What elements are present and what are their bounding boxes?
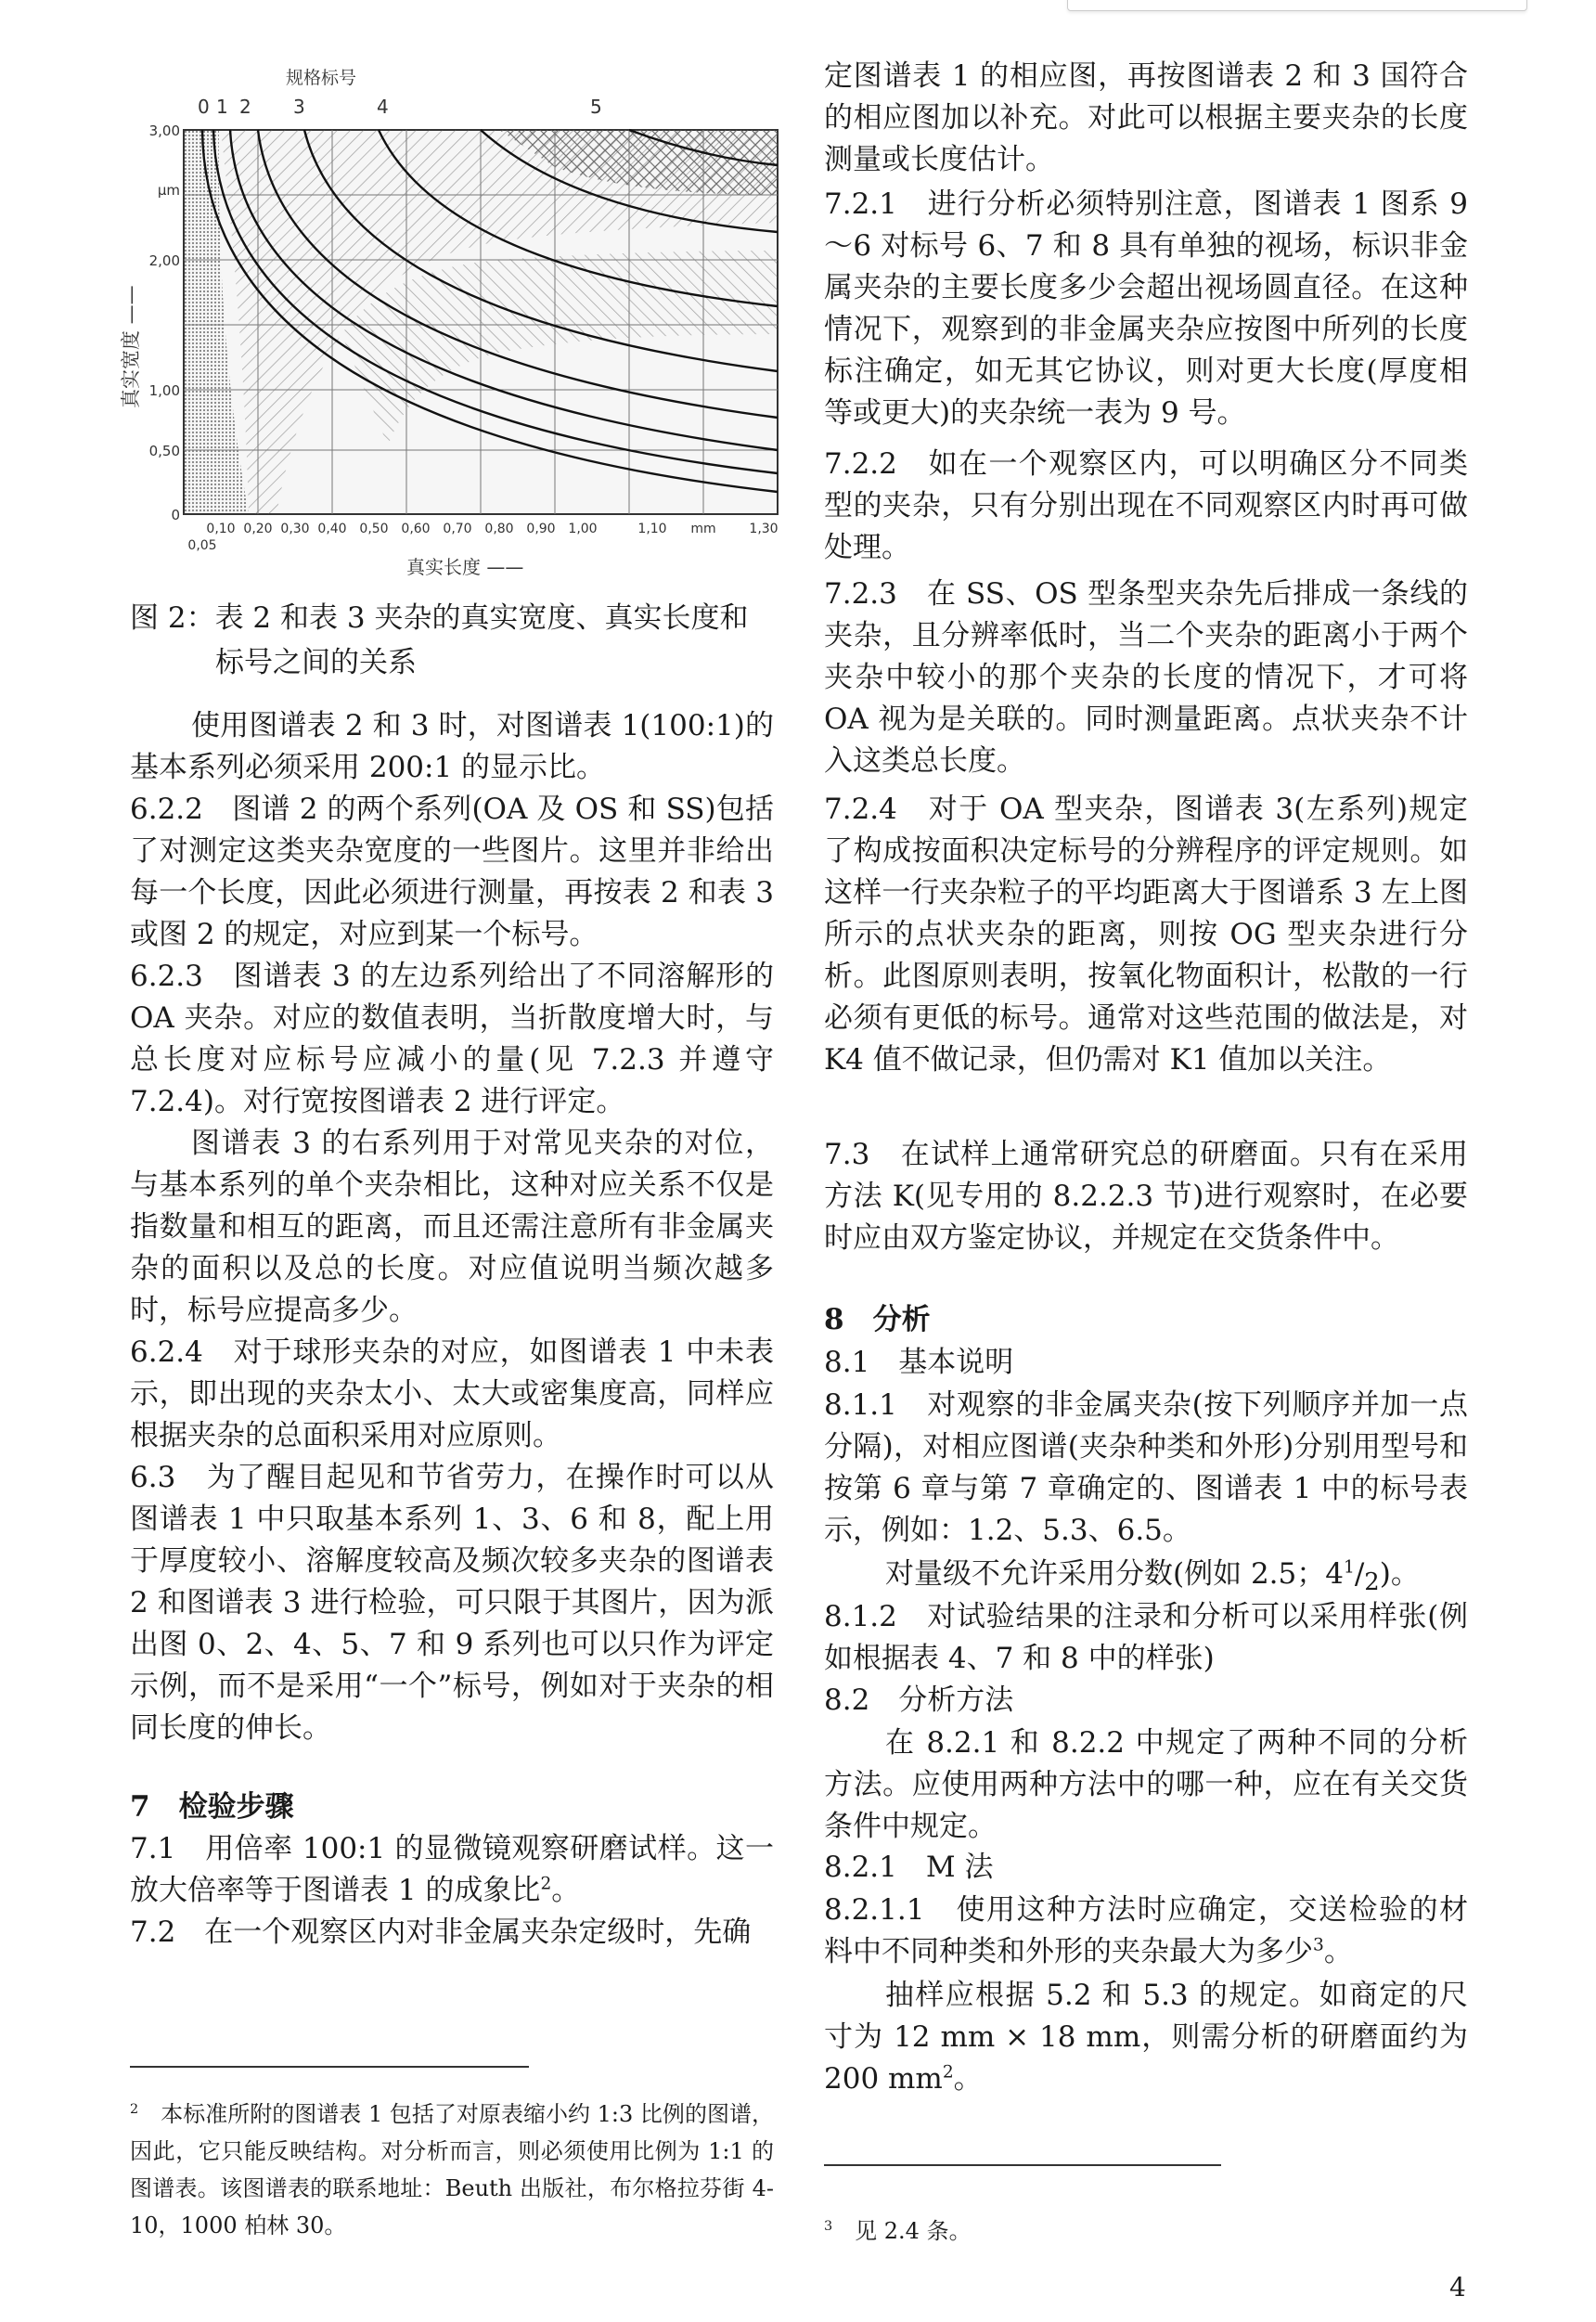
chart-x-tick: 1,10 <box>637 522 667 536</box>
paragraph-6-2-4: 6.2.4 对于球形夹杂的对应，如图谱表 1 中未表示，即出现的夹杂太小、太大或密集度高，同样应根据夹杂的总面积采用对应原则。 <box>130 1335 774 1452</box>
paragraph-8-1-2: 8.1.2 对试验结果的注录和分析可以采用样张(例如根据表 4、7 和 8 中的样张) <box>824 1600 1468 1675</box>
chart-y-tick: 0,50 <box>148 443 180 459</box>
footnote-3: $^3$ 见 2.4 条。 <box>824 2218 972 2244</box>
paragraph-8-2-1-1: 8.2.1.1 使用这种方法时应确定，交送检验的材料中不同种类和外形的夹杂最大为多少$^3$。 <box>824 1893 1468 1968</box>
chart-y-tick: μm <box>157 182 180 199</box>
paragraph-7-2-4: 7.2.4 对于 OA 型夹杂，图谱表 3(左系列)规定了构成按面积决定标号的分辨程序的评定规则。如这样一行夹杂粒子的平均距离大于图谱系 3 左上图所示的点状夹杂的距离，则按 OG 型夹杂进行分析。此图原则表明，按氧化物面积计，松散的一行必须有更低的标号。通常对这些范围的做法是，对 K4 值不做记录，但仍需对 K1 值加以关注。 <box>824 793 1468 1077</box>
chart-x-tick: 0,40 <box>317 522 347 536</box>
chart-x-tick: 0,20 <box>243 522 273 536</box>
chart-y-tick: 1,00 <box>148 382 180 399</box>
footnote-separator <box>824 2164 1221 2166</box>
paragraph-7-2-1: 7.2.1 进行分析必须特别注意，图谱表 1 图系 9～6 对标号 6、7 和 8 具有单独的视场，标识非金属夹杂的主要长度多少会超出视场圆直径。在这种情况下，观察到的非金属夹杂应按图中所列的长度标注确定，如无其它协议，则对更大长度(厚度相等或更大)的夹杂统一表为 9 号。 <box>824 187 1468 430</box>
paragraph-6-2-3: 6.2.3 图谱表 3 的左边系列给出了不同溶解形的 OA 夹杂。对应的数值表明，当折散度增大时，与总长度对应标号应减小的量(见 7.2.3 并遵守 7.2.4)。对行宽按图谱表 2 进行评定。 <box>130 960 774 1118</box>
paragraph-6-3: 6.3 为了醒目起见和节省劳力，在操作时可以从图谱表 1 中只取基本系列 1、3、6 和 8，配上用于厚度较小、溶解度较高及频次较多夹杂的图谱表 2 和图谱表 3 进行检验，可只限于其图片，因为派出图 0、2、4、5、7 和 9 系列也可以只作为评定示例，而不是采用“一个”标号，例如对于夹杂的相同长度的伸长。 <box>130 1461 774 1745</box>
heading-8-2-1: 8.2.1 M 法 <box>824 1851 994 1884</box>
footnote-separator <box>130 2066 529 2068</box>
paragraph-7-2-2: 7.2.2 如在一个观察区内，可以明确区分不同类型的夹杂，只有分别出现在不同观察区内时再可做处理。 <box>824 447 1468 564</box>
heading-8-2: 8.2 分析方法 <box>824 1683 1014 1717</box>
figure-caption <box>130 596 774 685</box>
chart-y-tick: 0 <box>171 507 180 523</box>
chart-x-tick: 0,80 <box>484 522 514 536</box>
chart-x-tick: 1,30 <box>749 522 779 536</box>
footnote-ref: 2 <box>540 1874 552 1894</box>
chart-y-axis-label: 真实宽度 —— <box>120 285 142 408</box>
paragraph: 抽样应根据 5.2 和 5.3 的规定。如商定的尺寸为 12 mm × 18 mm，则需分析的研磨面约为 200 $mm^2$。 <box>824 1979 1468 2096</box>
chart-x-tick-extra: 0,05 <box>187 538 217 553</box>
paragraph: 在 8.2.1 和 8.2.2 中规定了两种不同的分析方法。应使用两种方法中的哪一种，应在有关交货条件中规定。 <box>824 1726 1468 1843</box>
chart-top-label: 规格标号 <box>286 68 357 88</box>
paragraph-7-2-start: 7.2 在一个观察区内对非金属夹杂定级时，先确 <box>130 1916 752 1949</box>
chart-top-tick: 3 <box>293 96 305 118</box>
heading-8-1: 8.1 基本说明 <box>824 1346 1014 1379</box>
chart-x-tick: 0,70 <box>443 522 472 536</box>
figure-caption-line2: 标号之间的关系 <box>215 646 417 679</box>
chart-top-tick: 4 <box>377 96 389 118</box>
chart-top-tick: 2 <box>239 96 251 118</box>
paragraph: 图谱表 3 的右系列用于对常见夹杂的对位，与基本系列的单个夹杂相比，这种对应关系不仅是指数量和相互的距离，而且还需注意所有非金属夹杂的面积以及总的长度。对应值说明当频次越多时，标号应提高多少。 <box>130 1127 774 1327</box>
paragraph-7-1: 7.1 用倍率 100:1 的显微镜观察研磨试样。这一放大倍率等于图谱表 1 的成象比$^2$。 <box>130 1832 774 1907</box>
paragraph-7-3: 7.3 在试样上通常研究总的研磨面。只有在采用方法 K(见专用的 8.2.2.3 节)进行观察时，在必要时应由双方鉴定协议，并规定在交货条件中。 <box>824 1138 1468 1255</box>
chart-x-tick: mm <box>690 522 716 536</box>
chart-x-tick: 0,50 <box>359 522 389 536</box>
figure-caption-line1: 图 2：表 2 和表 3 夹杂的真实宽度、真实长度和 <box>130 601 749 635</box>
paragraph: 对量级不允许采用分数(例如 2.5；$4^1/_2$)。 <box>885 1557 1420 1597</box>
paragraph-8-1-1: 8.1.1 对观察的非金属夹杂(按下列顺序并加一点分隔)，对相应图谱(夹杂种类和外形)分别用型号和按第 6 章与第 7 章确定的、图谱表 1 中的标号表示，例如：1.2、5.3、6.5。 <box>824 1388 1468 1547</box>
figure-2-chart <box>109 56 787 596</box>
chart-x-tick: 0,30 <box>280 522 310 536</box>
top-panel-edge <box>1067 0 1527 11</box>
paragraph: 使用图谱表 2 和 3 时，对图谱表 1(100:1)的基本系列必须采用 200:1 的显示比。 <box>130 709 774 784</box>
paragraph-6-2-2: 6.2.2 图谱 2 的两个系列(OA 及 OS 和 SS)包括了对测定这类夹杂宽度的一些图片。这里并非给出每一个长度，因此必须进行测量，再按表 2 和表 3 或图 2 的规定，对应到某一个标号。 <box>130 793 774 951</box>
paragraph-7-2-3: 7.2.3 在 SS、OS 型条型夹杂先后排成一条线的夹杂，且分辨率低时，当二个夹杂的距离小于两个夹杂中较小的那个夹杂的长度的情况下，才可将 OA 视为是关联的。同时测量距离。点状夹杂不计入这类总长度。 <box>824 577 1468 778</box>
chart-x-axis-label: 真实长度 —— <box>406 556 524 578</box>
footnote-2: $^2$ 本标准所附的图谱表 1 包括了对原表缩小约 1:3 比例的图谱，因此，它只能反映结构。对分析而言，则必须使用比例为 1:1 的图谱表。该图谱表的联系地址：Beuth 出版社，布尔格拉芬街 4-10，1000 柏林 30。 <box>130 2101 774 2238</box>
chart-x-tick: 1,00 <box>568 522 598 536</box>
chart-y-tick: 3,00 <box>148 123 180 139</box>
chart-top-tick: 1 <box>216 96 228 118</box>
chart-x-tick: 0,10 <box>206 522 236 536</box>
chart-y-tick: 2,00 <box>148 252 180 269</box>
section-heading-7: 7 检验步骤 <box>130 1790 294 1824</box>
section-heading-8: 8 分析 <box>824 1303 931 1336</box>
paragraph-7-2-cont: 定图谱表 1 的相应图，再按图谱表 2 和 3 国符合的相应图加以补充。对此可以根据主要夹杂的长度测量或长度估计。 <box>824 59 1468 176</box>
chart-x-tick: 0,90 <box>526 522 556 536</box>
chart-top-tick: 5 <box>590 96 602 118</box>
page-number: 4 <box>1449 2272 1466 2303</box>
chart-x-tick: 0,60 <box>401 522 431 536</box>
chart-top-tick: 0 <box>198 96 210 118</box>
